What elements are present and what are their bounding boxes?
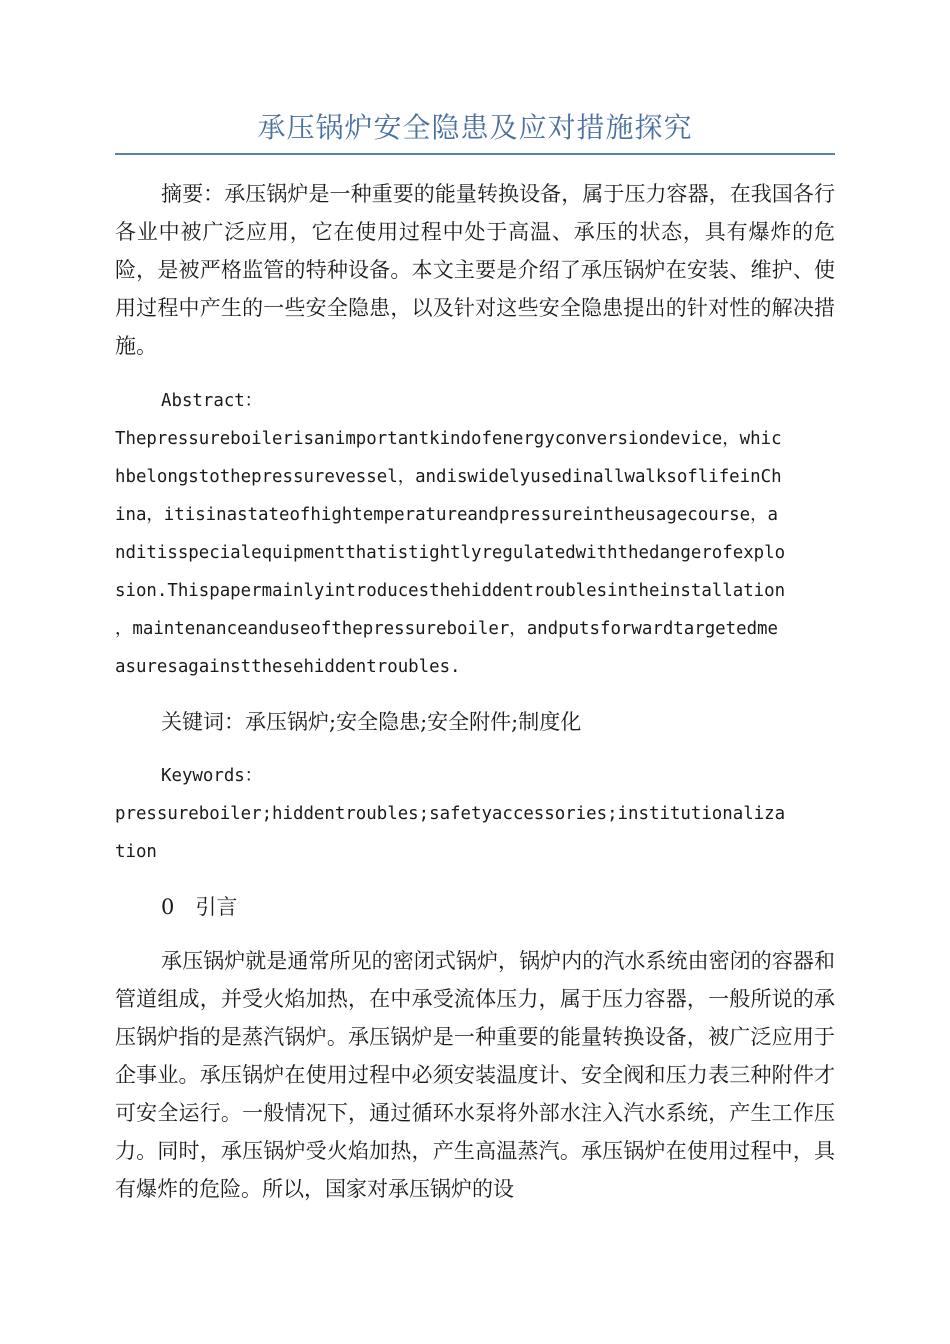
introduction-paragraph: 承压锅炉就是通常所见的密闭式锅炉，锅炉内的汽水系统由密闭的容器和管道组成，并受火焰加热，在中承受流体压力，属于压力容器，一般所说的承压锅炉指的是蒸汽锅炉。承压锅炉是一种重要的能量转换设备，被广泛应用于企事业。承压锅炉在使用过程中必须安装温度计、安全阀和压力表三种附件才可安全运行。一般情况下，通过循环水泵将外部水注入汽水系统，产生工作压力。同时，承压锅炉受火焰加热，产生高温蒸汽。承压锅炉在使用过程中，具有爆炸的危险。所以，国家对承压锅炉的设 <box>115 949 835 1201</box>
abstract-english-line: nditisspecialequipmentthatistightlyregulatedwiththedangerofexplo <box>115 543 786 563</box>
title-underline <box>115 153 835 155</box>
keywords-english-label: Keywords： <box>161 766 263 786</box>
abstract-english-line: Thepressureboilerisanimportantkindofenergyconversiondevice，whic <box>115 429 782 449</box>
abstract-english-label: Abstract： <box>161 391 263 411</box>
abstract-chinese: 摘要：承压锅炉是一种重要的能量转换设备，属于压力容器，在我国各行各业中被广泛应用，它在使用过程中处于高温、承压的状态，具有爆炸的危险，是被严格监管的特种设备。本文主要是介绍了承压锅炉在安装、维护、使用过程中产生的一些安全隐患，以及针对这些安全隐患提出的针对性的解决措施。 <box>115 182 835 358</box>
abstract-english-line: asuresagainstthesehiddentroubles. <box>115 657 461 677</box>
keywords-english <box>115 757 835 871</box>
abstract-english-line: hbelongstothepressurevessel，andiswidelyusedinallwalksoflifeinCh <box>115 467 782 487</box>
keywords-english-line: tion <box>115 842 157 862</box>
abstract-english-line: ina，itisinastateofhightemperatureandpressureintheusagecourse，a <box>115 505 778 525</box>
abstract-english-line: ，maintenanceanduseofthepressureboiler，andputsforwardtargetedme <box>115 619 778 639</box>
abstract-english-line: sion.Thispapermainlyintroducesthehiddentroublesintheinstallation <box>115 581 786 601</box>
abstract-english <box>115 382 835 686</box>
keywords-chinese: 关键词：承压锅炉;安全隐患;安全附件;制度化 <box>161 710 582 734</box>
section-heading-introduction: 0 引言 <box>161 895 238 919</box>
document-title: 承压锅炉安全隐患及应对措施探究 <box>257 111 693 144</box>
keywords-english-line: pressureboiler;hiddentroubles;safetyaccessories;institutionaliza <box>115 804 786 824</box>
